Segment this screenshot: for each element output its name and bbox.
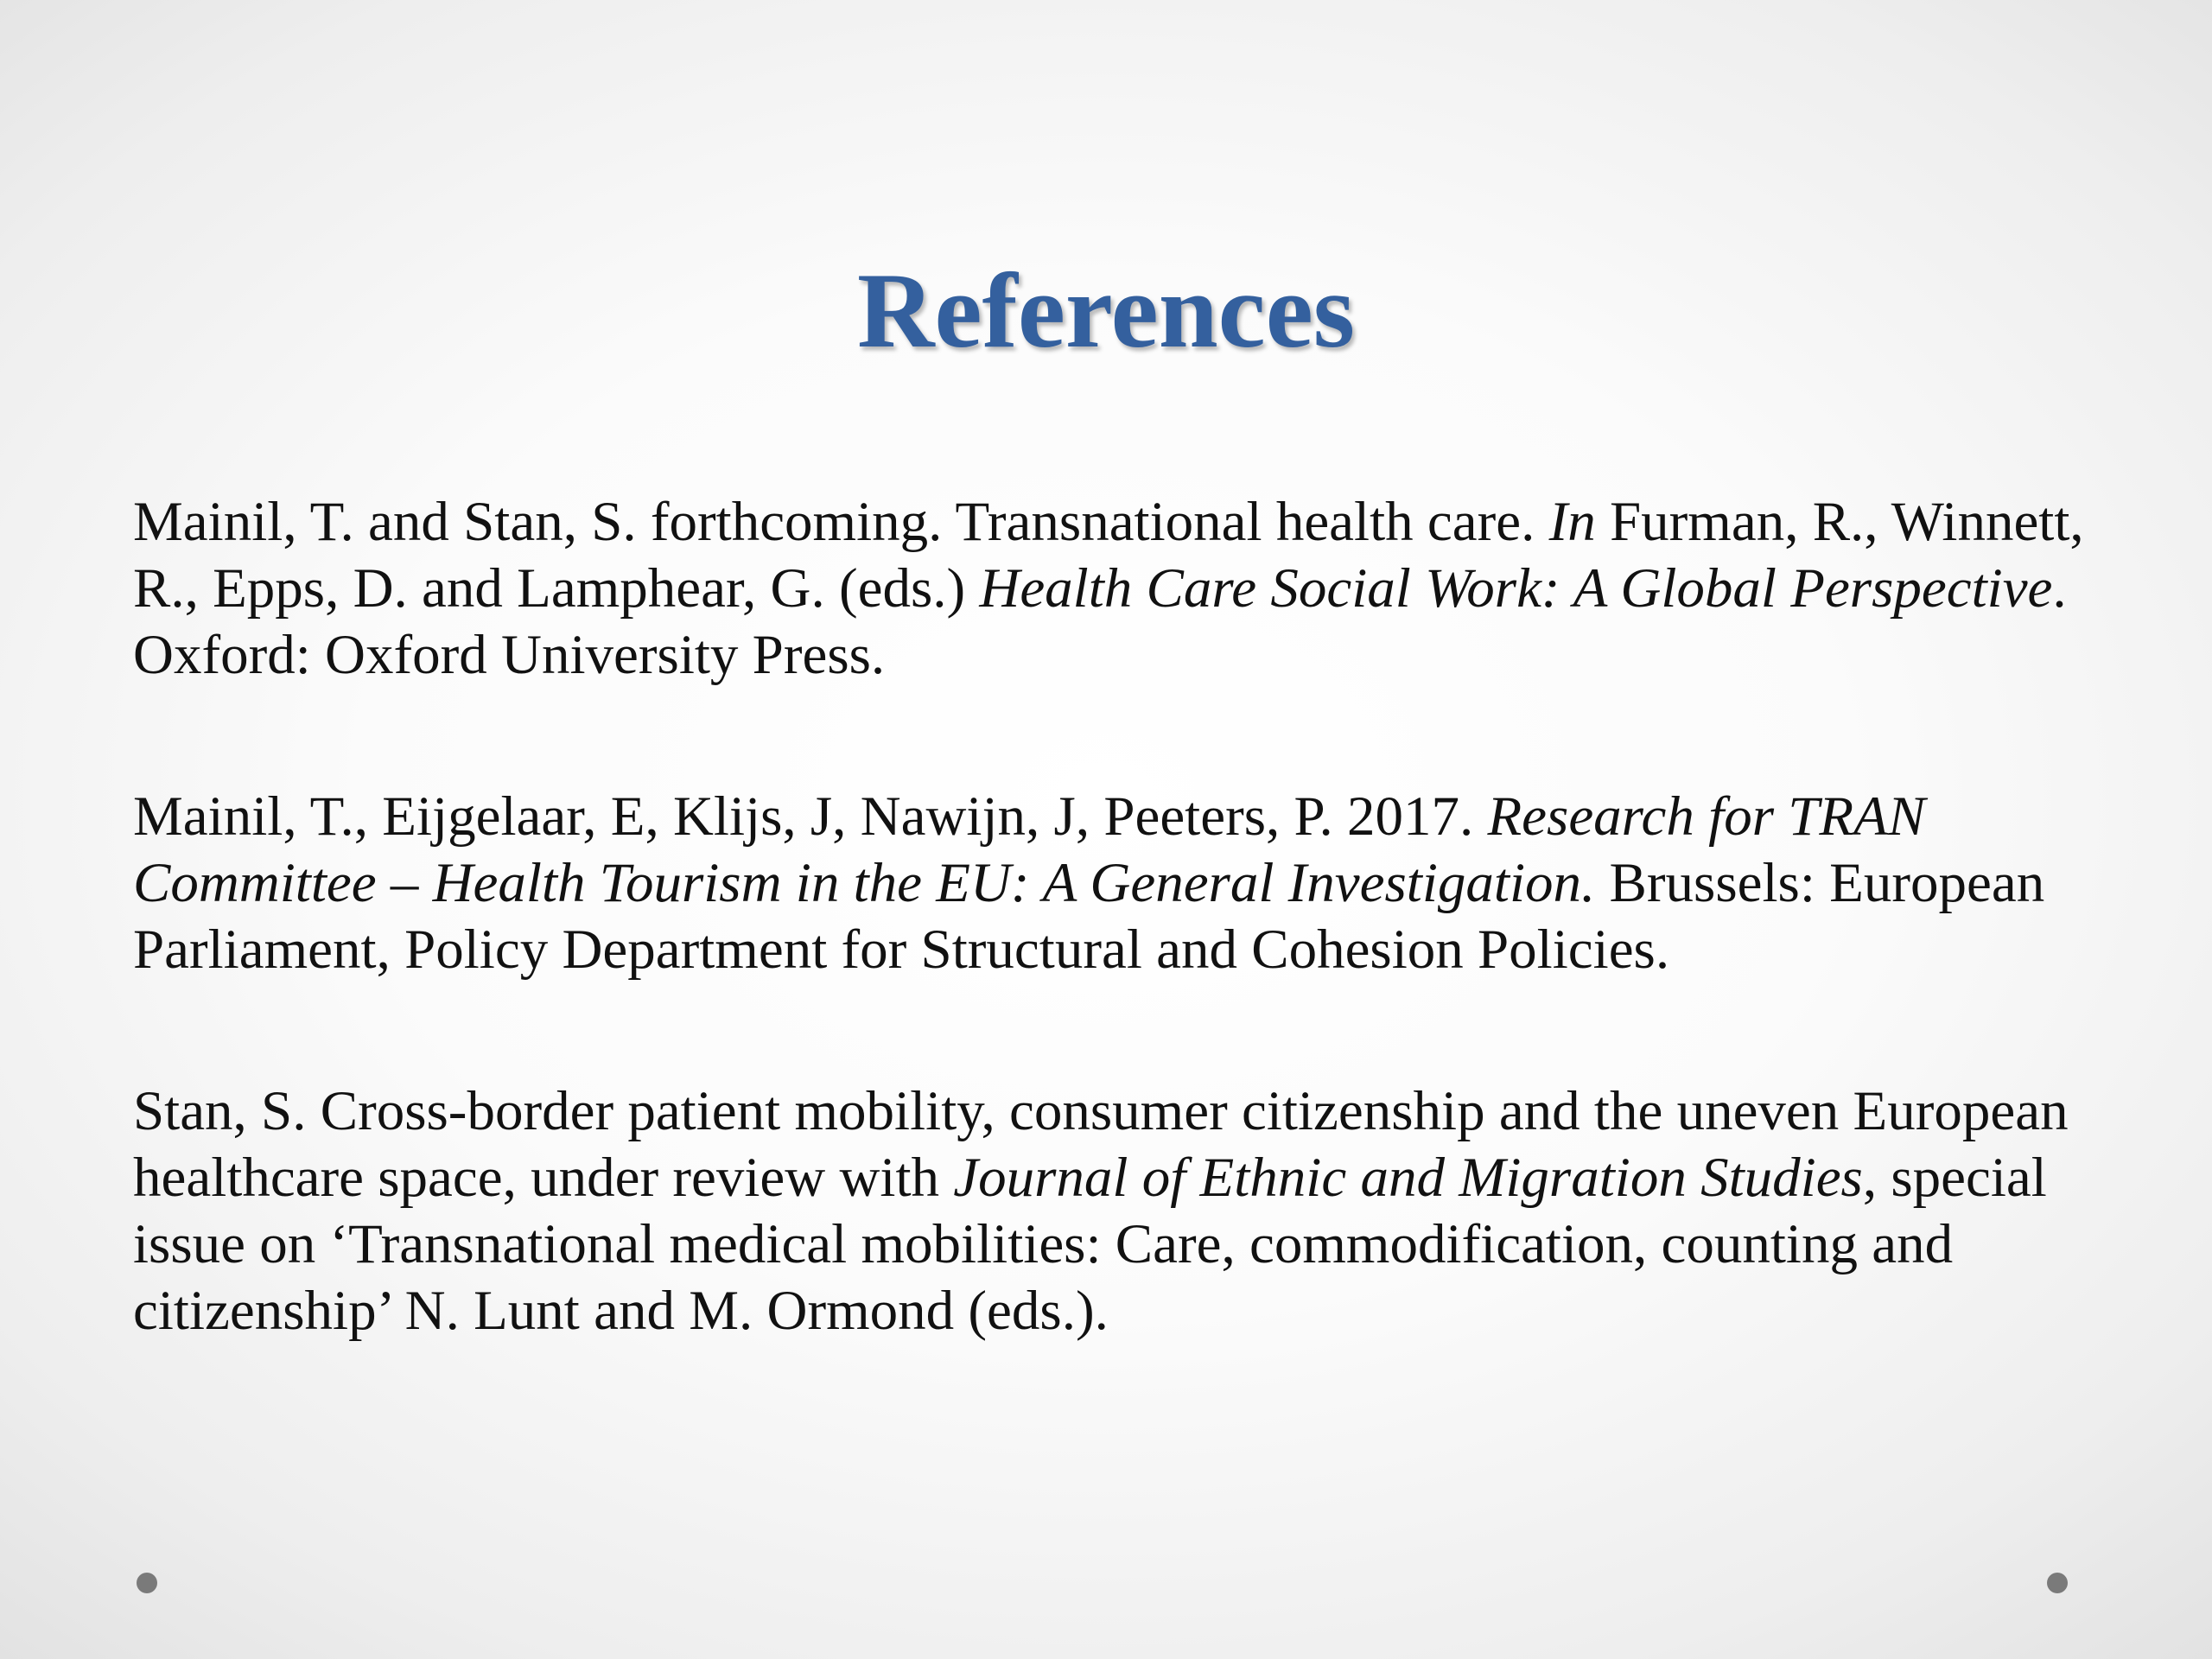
reference-italic-text: Research for TRAN Committee – Health Tourism in the EU: A General Investigation. bbox=[133, 785, 1926, 914]
reference-text: Stan, S. Cross-border patient mobility, consumer citizenship and the uneven European healthcare space, under review with bbox=[133, 1080, 2069, 1209]
reference-list bbox=[133, 489, 2120, 1440]
bullet-dot-icon bbox=[137, 1573, 157, 1593]
bullet-dot-icon bbox=[2047, 1573, 2068, 1593]
reference-italic-text: Journal of Ethnic and Migration Studies bbox=[953, 1147, 1863, 1209]
reference-text: Mainil, T. and Stan, S. forthcoming. Transnational health care. bbox=[133, 491, 1549, 553]
reference-italic-text: Health Care Social Work: A Global Perspective bbox=[979, 557, 2053, 620]
reference-italic-text: In bbox=[1548, 491, 1596, 553]
reference-text: Mainil, T., Eijgelaar, E, Klijs, J, Nawijn, J, Peeters, P. 2017. bbox=[133, 785, 1488, 848]
reference-item bbox=[133, 784, 2120, 983]
reference-text: , special issue on ‘Transnational medical mobilities: Care, commodification, counting and citizenship’ N. Lunt and M. Ormond (eds.). bbox=[133, 1147, 2047, 1342]
slide-title: References bbox=[856, 251, 1356, 370]
reference-text: Furman, R., Winnett, R., Epps, D. and Lamphear, G. (eds.) bbox=[133, 491, 2084, 620]
reference-text: Brussels: European Parliament, Policy Department for Structural and Cohesion Policies. bbox=[133, 852, 2045, 981]
reference-text: . Oxford: Oxford University Press. bbox=[133, 557, 2067, 686]
reference-item bbox=[133, 489, 2120, 689]
reference-item bbox=[133, 1078, 2120, 1344]
